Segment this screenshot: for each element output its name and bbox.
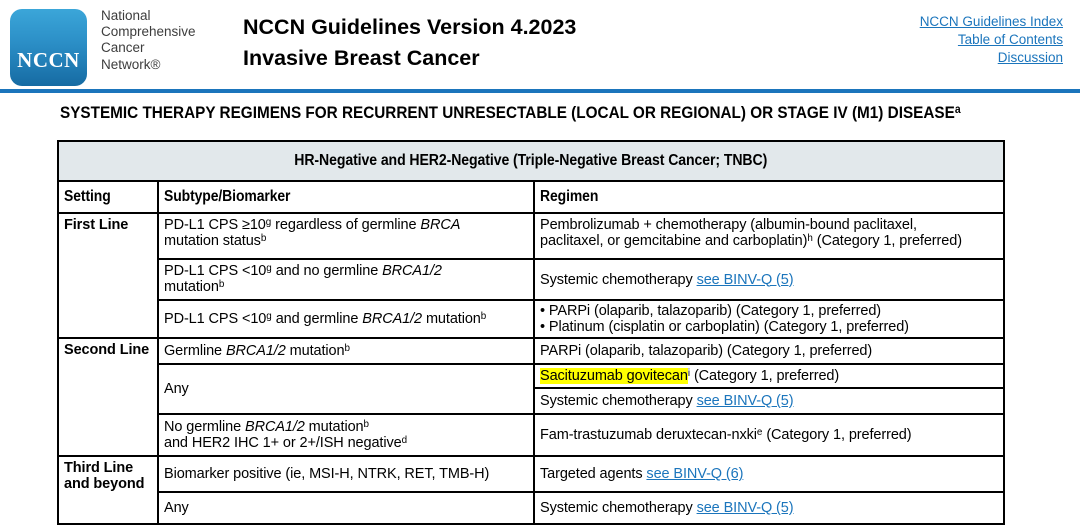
cell-subtype-tl2 bbox=[158, 492, 534, 524]
text-segment: BRCA1/2 bbox=[225, 343, 286, 359]
cell-subtype-sl-any bbox=[158, 364, 534, 414]
text-segment: PD-L1 CPS ≥10 bbox=[164, 217, 266, 233]
table-title: HR-Negative and HER2-Negative (Triple-Negative Breast Cancer; TNBC) bbox=[294, 152, 768, 169]
header-divider bbox=[0, 89, 1080, 93]
text-segment: (Category 1, preferred) bbox=[812, 233, 962, 249]
text-segment: b bbox=[218, 278, 225, 290]
text-segment: PD-L1 CPS <10 bbox=[164, 311, 267, 327]
text-segment: Systemic chemotherapy bbox=[540, 393, 697, 409]
text-segment: e bbox=[756, 426, 763, 438]
text-segment: Biomarker positive (ie, MSI-H, NTRK, RET, TMB-H) bbox=[164, 466, 490, 482]
text-segment: Any bbox=[164, 500, 189, 516]
text-segment: mutation bbox=[164, 279, 219, 295]
text-segment: mutation bbox=[285, 343, 345, 359]
cell-subtype-fl3 bbox=[158, 300, 534, 338]
therapy-table bbox=[57, 140, 1005, 525]
text-segment: Germline bbox=[164, 343, 226, 359]
text-segment: mutation bbox=[422, 311, 481, 327]
text-segment: BRCA bbox=[420, 217, 461, 233]
text-segment: g bbox=[265, 216, 272, 228]
cell-setting-third-line: Third Line and beyond bbox=[58, 456, 158, 524]
text-segment: PD-L1 CPS <10 bbox=[164, 263, 267, 279]
text-segment: No germline bbox=[164, 419, 245, 435]
text-segment: (Category 1, preferred) bbox=[762, 427, 912, 443]
cell-regimen-fl1 bbox=[534, 213, 1004, 259]
text-segment: a bbox=[954, 103, 961, 116]
text-segment: b bbox=[480, 310, 487, 322]
cell-regimen-sl3 bbox=[534, 388, 1004, 414]
text-segment: • Platinum (cisplatin or carboplatin) (Category 1, preferred) bbox=[540, 319, 909, 335]
therapy-table-wrap bbox=[57, 140, 1005, 525]
cell-regimen-tl2 bbox=[534, 492, 1004, 524]
text-segment: i bbox=[687, 367, 691, 379]
text-segment: National bbox=[101, 8, 151, 23]
link-table-of-contents[interactable]: Table of Contents bbox=[957, 32, 1063, 47]
doc-title bbox=[243, 12, 576, 74]
header-nav bbox=[920, 13, 1063, 67]
link-guidelines-index[interactable]: NCCN Guidelines Index bbox=[919, 14, 1063, 29]
nccn-logo bbox=[10, 9, 87, 86]
cell-regimen-tl1 bbox=[534, 456, 1004, 492]
text-segment: and HER2 IHC 1+ or 2+/ISH negative bbox=[164, 435, 402, 451]
text-segment: and no germline bbox=[271, 263, 383, 279]
text-segment: h bbox=[807, 232, 813, 244]
text-segment: regardless of germline bbox=[271, 217, 421, 233]
text-segment: SYSTEMIC THERAPY REGIMENS FOR RECURRENT UNRESECTABLE (LOCAL OR REGIONAL) OR STAGE IV (M1) DISEASE bbox=[60, 103, 955, 122]
nccn-logo-text: NCCN bbox=[17, 48, 80, 72]
text-segment: BRCA1/2 bbox=[245, 419, 305, 435]
cell-regimen-fl3 bbox=[534, 300, 1004, 338]
text-segment: Cancer bbox=[101, 40, 145, 56]
col-header-regimen: Regimen bbox=[534, 181, 1004, 213]
text-segment: g bbox=[266, 310, 272, 322]
col-header-setting: Setting bbox=[58, 181, 158, 213]
cell-subtype-sl1 bbox=[158, 338, 534, 364]
text-segment: Targeted agents bbox=[540, 466, 647, 482]
cell-regimen-sl2 bbox=[534, 364, 1004, 388]
text-segment: b bbox=[260, 232, 267, 244]
org-name bbox=[101, 8, 196, 73]
binv-link[interactable]: see BINV-Q (5) bbox=[696, 271, 794, 288]
text-segment: Fam-trastuzumab deruxtecan-nxki bbox=[540, 427, 757, 443]
text-segment: Pembrolizumab + chemotherapy (albumin-bound paclitaxel, bbox=[540, 217, 917, 233]
text-segment: b bbox=[344, 342, 350, 354]
cell-subtype-fl2 bbox=[158, 259, 534, 300]
cell-subtype-fl1 bbox=[158, 213, 534, 259]
text-segment: BRCA1/2 bbox=[362, 311, 423, 327]
text-segment: d bbox=[401, 434, 408, 446]
text-segment: Any bbox=[164, 381, 189, 397]
col-header-subtype: Subtype/Biomarker bbox=[158, 181, 534, 213]
link-discussion[interactable]: Discussion bbox=[997, 50, 1063, 65]
cell-regimen-sl4 bbox=[534, 414, 1004, 456]
page-heading-text bbox=[60, 103, 961, 123]
binv-link[interactable]: see BINV-Q (6) bbox=[646, 466, 744, 482]
text-segment: Comprehensive bbox=[101, 24, 196, 40]
table-title-cell bbox=[58, 141, 1004, 181]
cell-subtype-tl1 bbox=[158, 456, 534, 492]
text-segment: BRCA1/2 bbox=[382, 263, 442, 279]
text-segment: (Category 1, preferred) bbox=[690, 368, 840, 384]
cell-setting-first-line: First Line bbox=[58, 213, 158, 338]
binv-link[interactable]: see BINV-Q (5) bbox=[696, 393, 794, 409]
cell-regimen-fl2 bbox=[534, 259, 1004, 300]
page-heading bbox=[60, 103, 1061, 123]
guidelines-subtitle: Invasive Breast Cancer bbox=[243, 46, 480, 70]
text-segment: Network® bbox=[101, 56, 161, 72]
text-segment: PARPi (olaparib, talazoparib) (Category 1, preferred) bbox=[540, 343, 873, 359]
guidelines-version-title: NCCN Guidelines Version 4.2023 bbox=[243, 15, 577, 39]
text-segment: • PARPi (olaparib, talazoparib) (Category 1, preferred) bbox=[540, 303, 882, 319]
cell-regimen-sl1 bbox=[534, 338, 1004, 364]
text-segment: b bbox=[363, 418, 369, 430]
text-segment: mutation status bbox=[164, 233, 261, 249]
text-segment: mutation bbox=[304, 419, 364, 435]
text-segment: Systemic chemotherapy bbox=[540, 271, 697, 288]
text-segment: and germline bbox=[271, 311, 363, 327]
text-segment: paclitaxel, or gemcitabine and carboplatin) bbox=[540, 233, 808, 249]
cell-setting-second-line: Second Line bbox=[58, 338, 158, 456]
text-segment: Sacituzumab govitecan bbox=[540, 368, 688, 384]
cell-subtype-sl4 bbox=[158, 414, 534, 456]
binv-link[interactable]: see BINV-Q (5) bbox=[696, 500, 794, 516]
text-segment: Systemic chemotherapy bbox=[540, 500, 697, 516]
text-segment: g bbox=[266, 262, 272, 274]
